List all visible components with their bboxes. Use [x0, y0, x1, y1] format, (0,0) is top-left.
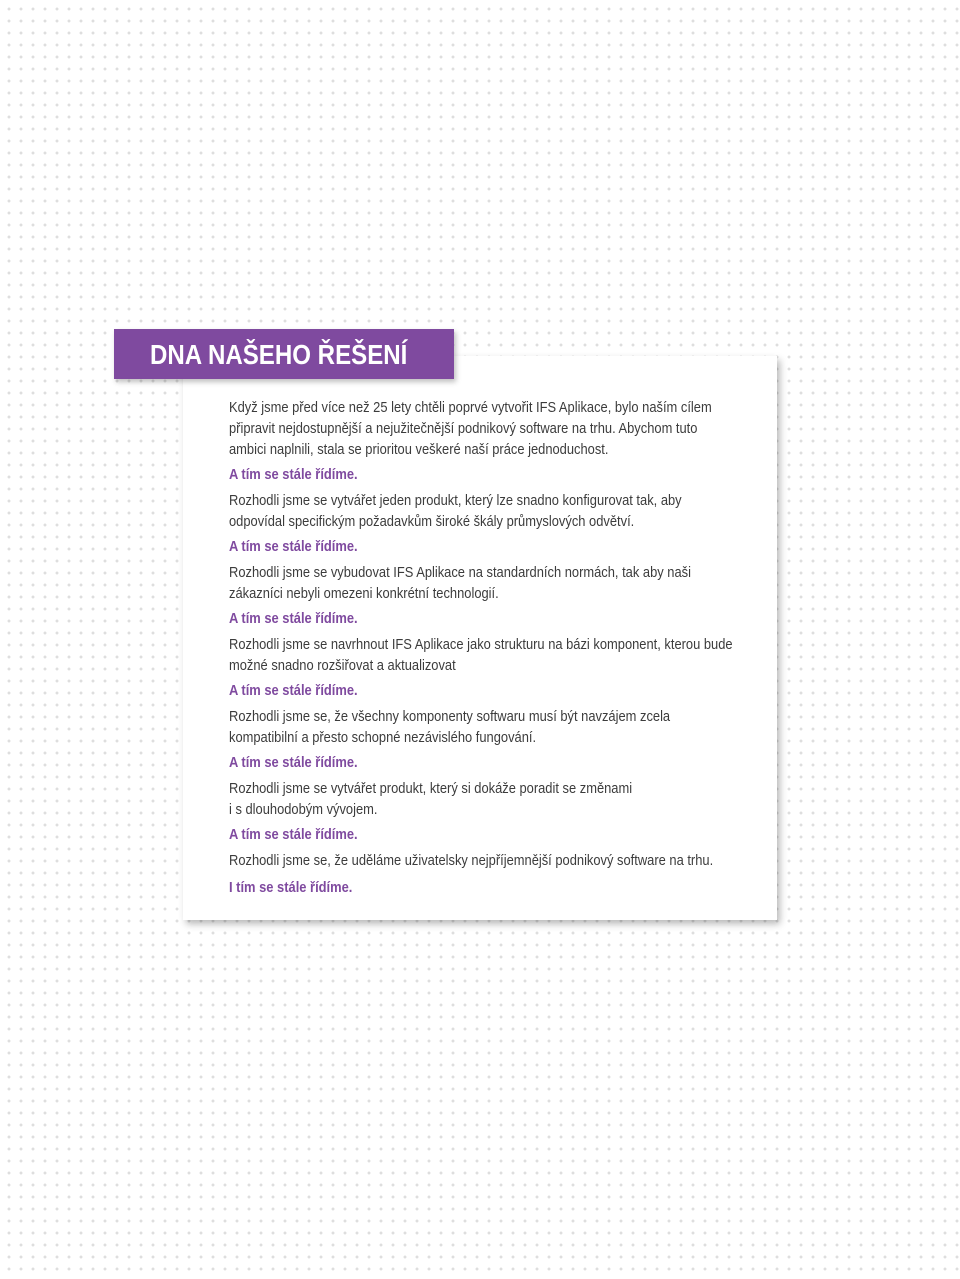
paragraph-line: odpovídal specifickým požadavkům široké škály průmyslových odvětví.: [229, 514, 635, 530]
motto: A tím se stále řídíme.: [229, 755, 358, 771]
paragraph-block: [229, 398, 749, 486]
paragraph-line: připravit nejdostupnější a nejužitečnější podnikový software na trhu. Abychom tuto: [229, 421, 698, 437]
paragraph: [229, 851, 754, 872]
paragraph-line: i s dlouhodobým vývojem.: [229, 802, 378, 818]
paragraph-line: Rozhodli jsme se navrhnout IFS Aplikace jako strukturu na bázi komponent, kterou bude: [229, 637, 733, 653]
paragraph-line: kompatibilní a přesto schopné nezávislého fungování.: [229, 730, 537, 746]
paragraph: [229, 707, 754, 749]
paragraph: [229, 563, 754, 605]
paragraph-line: zákazníci nebyli omezeni konkrétní technologií.: [229, 586, 499, 602]
motto: A tím se stále řídíme.: [229, 611, 358, 627]
paragraph: [229, 398, 754, 461]
page-title: DNA NAŠEHO ŘEŠENÍ: [150, 339, 408, 370]
paragraph-line: Rozhodli jsme se vytvářet jeden produkt, který lze snadno konfigurovat tak, aby: [229, 493, 682, 509]
paragraph-block: [229, 779, 749, 846]
motto: A tím se stále řídíme.: [229, 827, 358, 843]
paragraph-line: Když jsme před více než 25 lety chtěli poprvé vytvořit IFS Aplikace, bylo naším cílem: [229, 400, 712, 416]
paragraph: [229, 491, 754, 533]
motto: A tím se stále řídíme.: [229, 467, 358, 483]
paragraph: [229, 779, 754, 821]
paragraph: [229, 635, 754, 677]
paragraph-line: ambici naplnili, stala se prioritou veškeré naší práce jednoduchost.: [229, 442, 609, 458]
content: [229, 398, 749, 904]
paragraph-block: [229, 491, 749, 558]
closing-motto: I tím se stále řídíme.: [229, 880, 353, 896]
motto: A tím se stále řídíme.: [229, 539, 358, 555]
paragraph-line: Rozhodli jsme se vytvářet produkt, který si dokáže poradit se změnami: [229, 781, 633, 797]
paragraph-block: [229, 563, 749, 630]
paragraph-block: [229, 851, 749, 899]
paragraph-line: možné snadno rozšiřovat a aktualizovat: [229, 658, 456, 674]
paragraph-block: [229, 707, 749, 774]
motto: A tím se stále řídíme.: [229, 683, 358, 699]
title-banner: [114, 329, 454, 379]
paragraph-line: Rozhodli jsme se vybudovat IFS Aplikace na standardních normách, tak aby naši: [229, 565, 691, 581]
paragraph-block: [229, 635, 749, 702]
paragraph-line: Rozhodli jsme se, že uděláme uživatelsky nejpříjemnější podnikový software na trhu.: [229, 853, 714, 869]
paragraph-line: Rozhodli jsme se, že všechny komponenty softwaru musí být navzájem zcela: [229, 709, 671, 725]
